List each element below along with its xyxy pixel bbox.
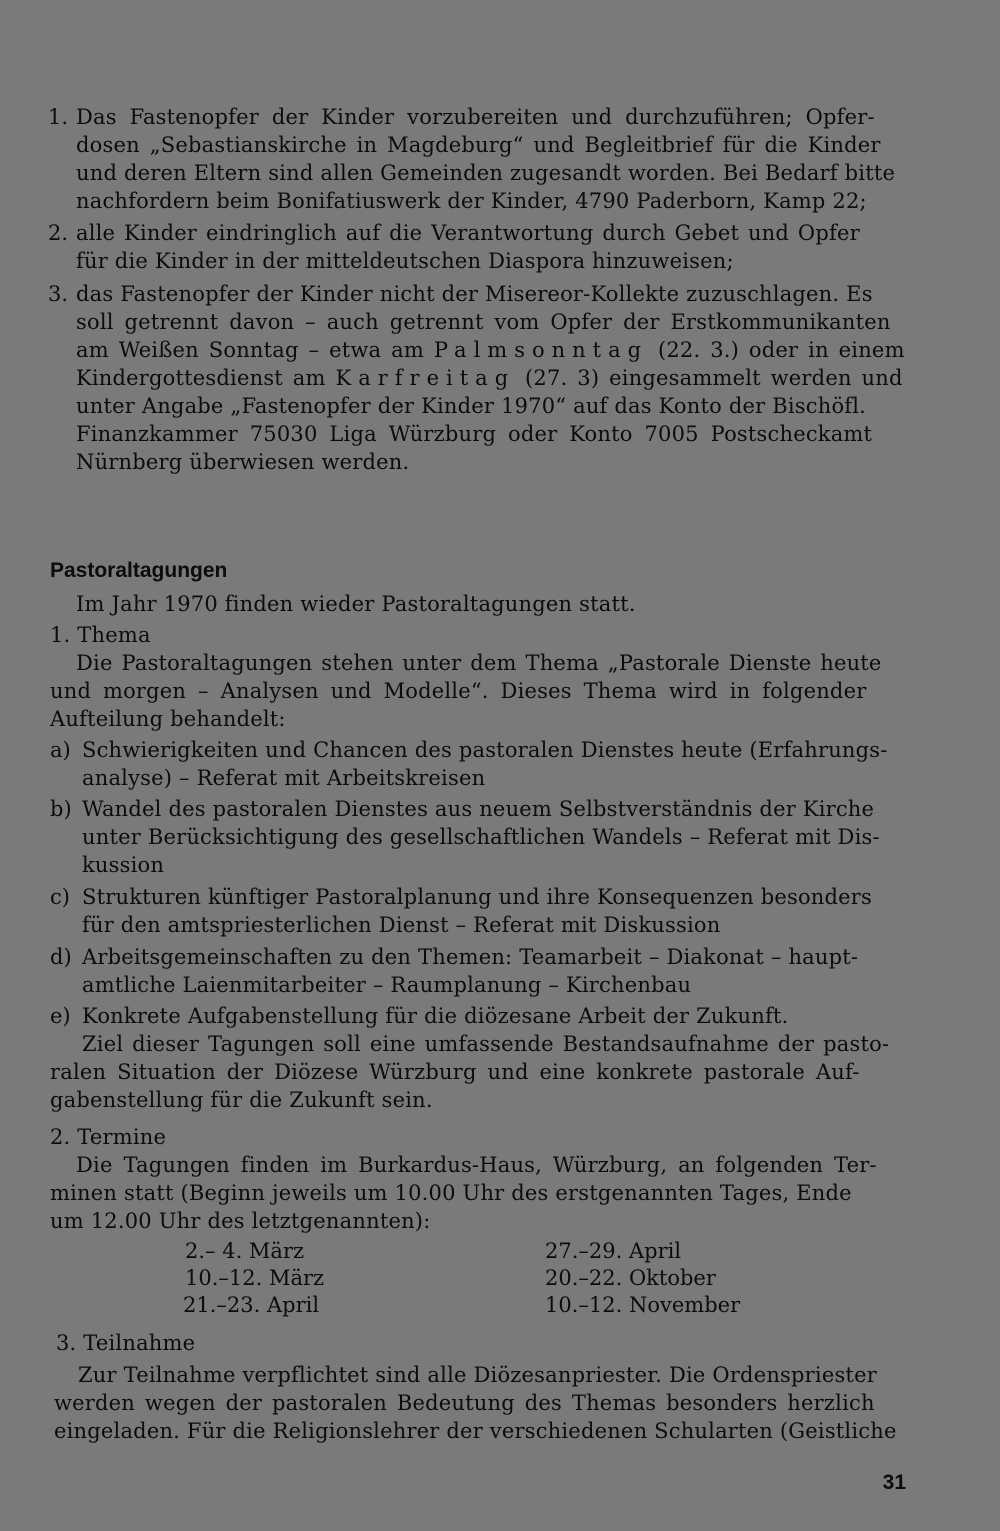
text-line: Die Pastoraltagungen stehen unter dem Thema „Pastorale Dienste heute <box>76 651 882 675</box>
text-line: Zur Teilnahme verpflichtet sind alle Diözesanpriester. Die Ordenspriester <box>78 1363 877 1387</box>
text-line: und morgen – Analysen und Modelle“. Dieses Thema wird in folgender <box>50 679 867 703</box>
text-line: nachfordern beim Bonifatiuswerk der Kinder, 4790 Paderborn, Kamp 22; <box>76 189 867 213</box>
date-entry: 10.–12. März <box>185 1266 325 1290</box>
point-label: b) <box>50 797 72 821</box>
emphasis-palmsonntag: Palmsonntag <box>433 338 649 362</box>
text-line: analyse) – Referat mit Arbeitskreisen <box>82 766 486 790</box>
text-line: ralen Situation der Diözese Würzburg und eine konkrete pastorale Auf- <box>50 1060 860 1084</box>
date-entry: 10.–12. November <box>545 1293 741 1317</box>
item-number: 2. <box>48 221 69 245</box>
text-line: dosen „Sebastianskirche in Magdeburg“ und Begleitbrief für die Kinder <box>76 133 881 157</box>
text-line: Konkrete Aufgabenstellung für die diözesane Arbeit der Zukunft. <box>82 1004 789 1028</box>
page-number: 31 <box>882 1471 906 1494</box>
date-entry: 2.– 4. März <box>185 1239 305 1263</box>
text-line: gabenstellung für die Zukunft sein. <box>50 1088 433 1112</box>
point-label: c) <box>50 885 70 909</box>
text-line: unter Angabe „Fastenopfer der Kinder 1970“ auf das Konto der Bischöfl. <box>76 394 867 418</box>
date-entry: 20.–22. Oktober <box>545 1266 716 1290</box>
text-line: Die Tagungen finden im Burkardus-Haus, Würzburg, an folgenden Ter- <box>76 1153 877 1177</box>
text-line: um 12.00 Uhr des letztgenannten): <box>50 1209 431 1233</box>
text-line: Aufteilung behandelt: <box>50 707 286 731</box>
item-number: 3. <box>48 282 69 306</box>
text-line: Strukturen künftiger Pastoralplanung und ihre Konsequenzen besonders <box>82 885 873 909</box>
text-line: für die Kinder in der mitteldeutschen Diaspora hinzuweisen; <box>76 249 734 273</box>
point-label: d) <box>50 945 72 969</box>
text-line: Nürnberg überwiesen werden. <box>76 450 410 474</box>
text-line: eingeladen. Für die Religionslehrer der verschiedenen Schularten (Geistliche <box>54 1419 897 1443</box>
text-line: amtliche Laienmitarbeiter – Raumplanung – Kirchenbau <box>82 973 692 997</box>
date-entry: 21.–23. April <box>183 1293 320 1317</box>
section-heading: Pastoraltagungen <box>50 559 228 582</box>
text-line: für den amtspriesterlichen Dienst – Referat mit Diskussion <box>82 913 721 937</box>
text-line: Ziel dieser Tagungen soll eine umfassende Bestandsaufnahme der pasto- <box>82 1032 890 1056</box>
text-line: Finanzkammer 75030 Liga Würzburg oder Konto 7005 Postscheckamt <box>76 422 873 446</box>
text-line: werden wegen der pastoralen Bedeutung des Themas besonders herzlich <box>54 1391 875 1415</box>
point-label: e) <box>50 1004 71 1028</box>
text-line-karfreitag: Kindergottesdienst am Karfreitag (27. 3) eingesammelt werden und <box>76 366 903 390</box>
text-line-palmsonntag: am Weißen Sonntag – etwa am Palmsonntag (22. 3.) oder in einem <box>76 338 905 362</box>
text-line: Schwierigkeiten und Chancen des pastoralen Dienstes heute (Erfahrungs- <box>82 738 888 762</box>
intro-text: Im Jahr 1970 finden wieder Pastoraltagungen statt. <box>76 592 636 616</box>
text-line: kussion <box>82 853 165 877</box>
text-line: unter Berücksichtigung des gesellschaftlichen Wandels – Referat mit Dis- <box>82 825 880 849</box>
item-number: 1. <box>48 105 69 129</box>
date-entry: 27.–29. April <box>545 1239 682 1263</box>
text-line: das Fastenopfer der Kinder nicht der Misereor-Kollekte zuzuschlagen. Es <box>76 282 873 306</box>
text-line: Arbeitsgemeinschaften zu den Themen: Teamarbeit – Diakonat – haupt- <box>82 945 859 969</box>
text-line: und deren Eltern sind allen Gemeinden zugesandt worden. Bei Bedarf bitte <box>76 161 896 185</box>
emphasis-karfreitag: Karfreitag <box>335 366 516 390</box>
subsection-title-teilnahme: 3. Teilnahme <box>56 1331 196 1355</box>
text-line: minen statt (Beginn jeweils um 10.00 Uhr des erstgenannten Tages, Ende <box>50 1181 852 1205</box>
subsection-title-termine: 2. Termine <box>50 1125 167 1149</box>
subsection-title-thema: 1. Thema <box>50 623 151 647</box>
text-line: soll getrennt davon – auch getrennt vom Opfer der Erstkommunikanten <box>76 310 891 334</box>
text-line: Das Fastenopfer der Kinder vorzubereiten und durchzuführen; Opfer- <box>76 105 875 129</box>
text-line: Wandel des pastoralen Dienstes aus neuem Selbstverständnis der Kirche <box>82 797 875 821</box>
text-line: alle Kinder eindringlich auf die Verantwortung durch Gebet und Opfer <box>76 221 860 245</box>
point-label: a) <box>50 738 71 762</box>
